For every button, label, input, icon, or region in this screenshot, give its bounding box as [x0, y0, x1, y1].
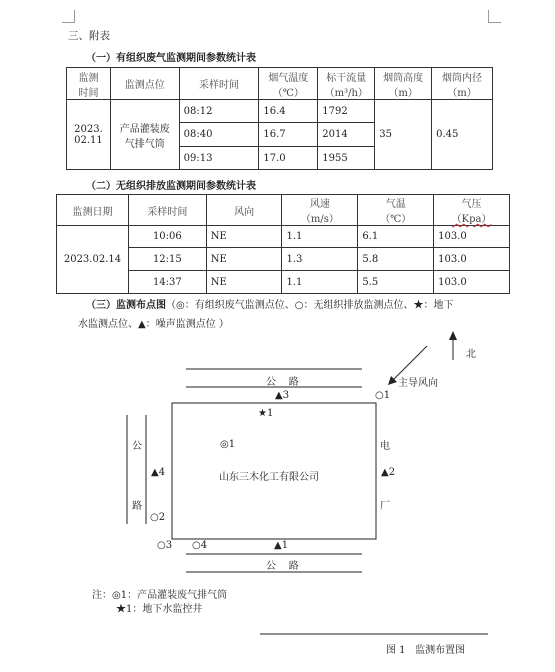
air-point-4: ○4 — [192, 540, 208, 551]
t1-header-temp: 烟气温度 （℃） — [259, 68, 318, 100]
t1-header-height: 烟筒高度 （m） — [375, 68, 432, 100]
t2-pressure-1: 103.0 — [434, 226, 510, 248]
t2-time-3: 14:37 — [128, 271, 206, 294]
t2-temp-3: 5.5 — [358, 271, 434, 294]
t1-flow-2: 2014 — [318, 123, 375, 147]
t1-header-diameter: 烟筒内径 （m） — [432, 68, 493, 100]
t1-temp-1: 16.4 — [259, 100, 318, 123]
note-line-1: 注：◎1：产品灌装废气排气筒 — [92, 590, 228, 601]
t2-speed-3: 1.1 — [282, 271, 358, 294]
road-left-label-1: 公 — [132, 441, 142, 452]
t2-speed-2: 1.3 — [282, 248, 358, 271]
table1-title: （一）有组织废气监测期间参数统计表 — [86, 53, 256, 64]
t2-header-temp: 气温 （℃） — [358, 195, 434, 226]
air-point-3: ○3 — [157, 540, 173, 551]
t1-header-sample-time: 采样时间 — [179, 68, 259, 100]
stack-point-1: ◎1 — [220, 439, 236, 450]
t1-temp-2: 16.7 — [259, 123, 318, 147]
t1-temp-3: 17.0 — [259, 147, 318, 170]
t2-temp-1: 6.1 — [358, 226, 434, 248]
diagram-title: （三）监测布点图（◎：有组织废气监测点位、○：无组织排放监测点位、★：地下 — [86, 300, 454, 311]
t2-dir-1: NE — [206, 226, 282, 248]
air-point-1: ○1 — [375, 390, 391, 401]
t1-header-flow: 标干流量 （m³/h） — [318, 68, 375, 100]
t1-height: 35 — [375, 100, 432, 170]
t1-header-point: 监测点位 — [110, 68, 179, 100]
t1-time-2: 08:40 — [179, 123, 259, 147]
t2-time-2: 12:15 — [128, 248, 206, 271]
table2-title: （二）无组织排放监测期间参数统计表 — [86, 181, 256, 192]
electric-label-2: 厂 — [380, 501, 390, 512]
air-point-2: ○2 — [150, 512, 166, 523]
t2-header-wind-speed: 风速 （m/s） — [282, 195, 358, 226]
noise-point-3: ▲3 — [275, 390, 290, 401]
t2-header-pressure: 气压 （Kpa） — [434, 195, 510, 226]
t1-flow-1: 1792 — [318, 100, 375, 123]
t2-speed-1: 1.1 — [282, 226, 358, 248]
t1-header-date: 监测 时间 — [67, 68, 111, 100]
t2-dir-2: NE — [206, 248, 282, 271]
section-title: 三、附表 — [68, 30, 110, 42]
note-line-2: ★1：地下水监控井 — [116, 604, 203, 615]
north-arrow-head — [449, 331, 457, 340]
t1-time-3: 09:13 — [179, 147, 259, 170]
figure-caption: 图 1 监测布置图 — [386, 645, 466, 656]
t2-temp-2: 5.8 — [358, 248, 434, 271]
t1-flow-3: 1955 — [318, 147, 375, 170]
electric-label-1: 电 — [380, 441, 390, 452]
north-label: 北 — [466, 349, 476, 360]
diagram-title-line2: 水监测点位、▲：噪声监测点位 ） — [78, 319, 229, 330]
road-left-label-2: 路 — [132, 501, 142, 512]
wind-label: 主导风向 — [398, 378, 438, 389]
t2-pressure-3: 103.0 — [434, 271, 510, 294]
noise-point-1: ▲1 — [274, 540, 289, 551]
groundwater-point-1: ★1 — [258, 408, 274, 419]
t2-header-time: 采样时间 — [128, 195, 206, 226]
t2-time-1: 10:06 — [128, 226, 206, 248]
company-label: 山东三木化工有限公司 — [219, 472, 319, 483]
t2-date: 2023.02.14 — [57, 226, 129, 294]
road-top-label: 公 路 — [266, 377, 299, 388]
t1-time-1: 08:12 — [179, 100, 259, 123]
t1-date: 2023. 02.11 — [67, 100, 111, 170]
t1-diameter: 0.45 — [432, 100, 493, 170]
t2-dir-3: NE — [206, 271, 282, 294]
t1-point: 产品灌装废 气排气筒 — [110, 100, 179, 170]
t2-header-date: 监测日期 — [57, 195, 129, 226]
t2-pressure-2: 103.0 — [434, 248, 510, 271]
t2-header-wind-dir: 风向 — [206, 195, 282, 226]
noise-point-2: ▲2 — [381, 467, 396, 478]
noise-point-4: ▲4 — [151, 467, 166, 478]
road-bottom-label: 公 路 — [266, 561, 299, 572]
